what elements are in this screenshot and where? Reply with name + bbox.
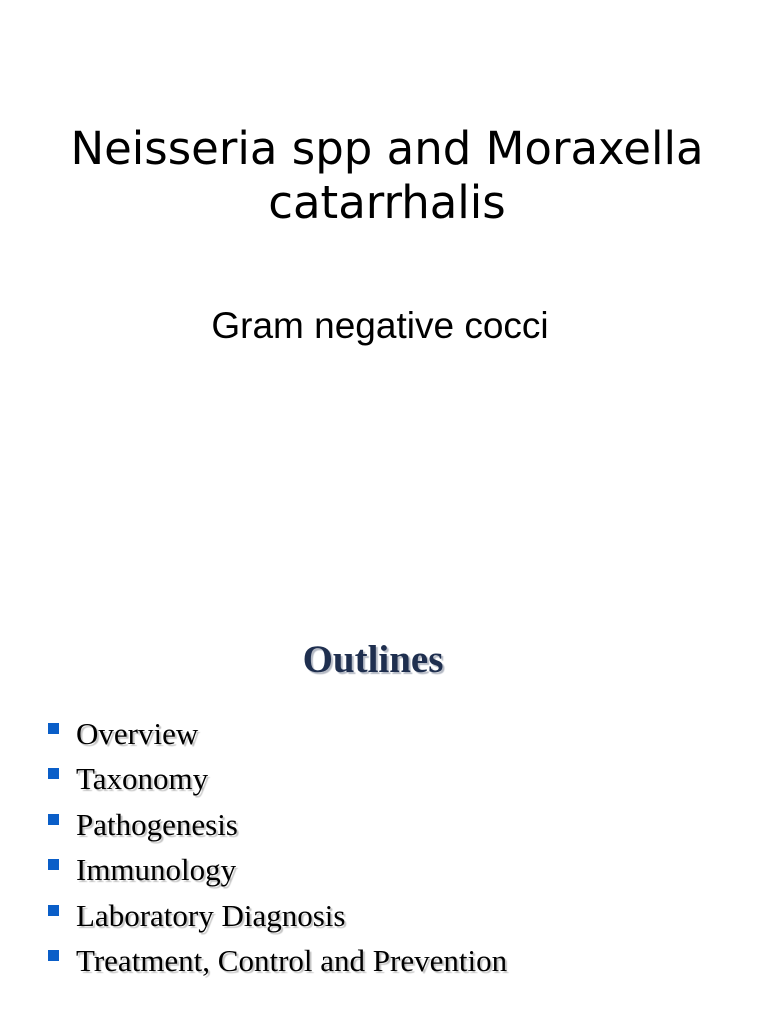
square-bullet-icon xyxy=(48,905,59,916)
square-bullet-icon xyxy=(48,950,59,961)
outline-item-label: Overview xyxy=(76,716,199,751)
outline-item xyxy=(46,938,507,983)
square-bullet-icon xyxy=(48,768,59,779)
outline-item xyxy=(46,802,507,847)
outline-item-label: Treatment, Control and Prevention xyxy=(76,942,508,978)
outline-heading: Outlines xyxy=(302,638,444,681)
outline-item xyxy=(46,847,507,892)
square-bullet-icon xyxy=(48,814,59,825)
outline-item xyxy=(46,756,507,801)
slide-subtitle: Gram negative cocci xyxy=(211,305,549,346)
outline-item xyxy=(46,893,507,938)
outline-list xyxy=(46,711,507,983)
outline-item-label: Pathogenesis xyxy=(76,806,238,842)
slide-title: Neisseria spp and Moraxella catarrhalis xyxy=(70,122,704,229)
outline-item-label: Taxonomy xyxy=(76,761,209,797)
square-bullet-icon xyxy=(48,859,59,870)
outline-item-label: Immunology xyxy=(76,852,237,888)
square-bullet-icon xyxy=(48,723,59,734)
outline-item-label: Laboratory Diagnosis xyxy=(76,897,346,933)
outline-item xyxy=(46,711,507,756)
